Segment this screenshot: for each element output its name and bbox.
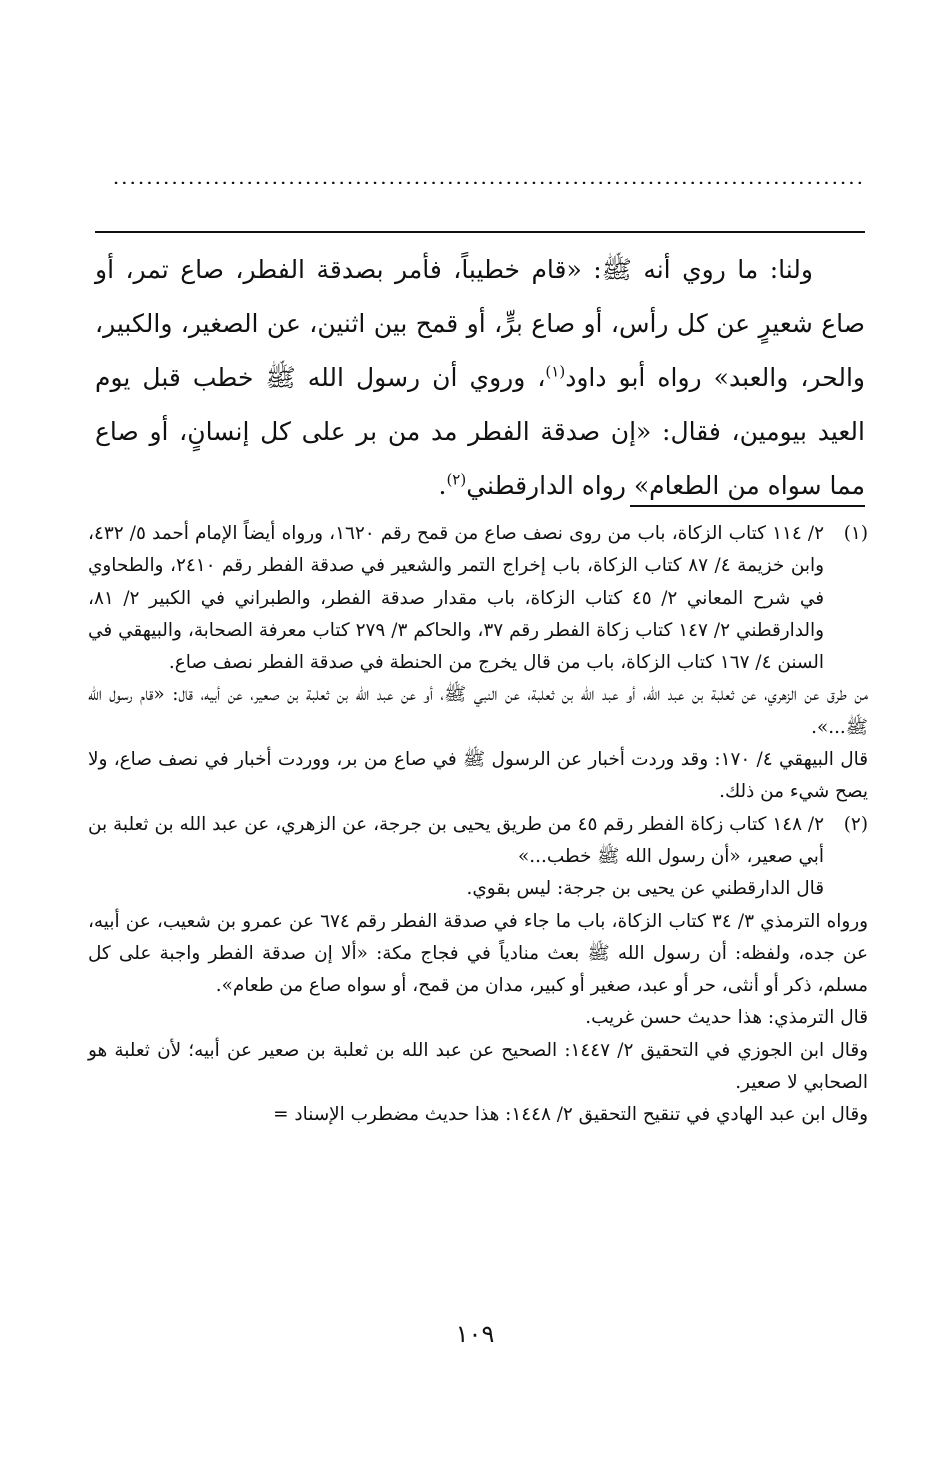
footnote-2-line: وقال ابن الجوزي في التحقيق ٢/ ١٤٤٧: الصحيح عن عبد الله بن ثعلبة بن صعير عن أبيه؛ لأن ثعلبة هو الصحابي لا صعير. [88, 1039, 868, 1094]
footnote-1-line: من طرق عن الزهري، عن ثعلبة بن عبد الله، أو عبد الله بن ثعلبة، عن النبي ﷺ، أو عن عبد الله بن ثعلبة بن صعير، عن أبيه، قال: «قام رسول الله ﷺ...». [88, 684, 868, 738]
footnotes [88, 518, 868, 1132]
main-text-part-2: ، وروي أن رسول الله ﷺ خطب قبل يوم العيد بيومين، فقال: «إن صدقة الفطر مد من بر على كل إنسانٍ، أو صاع مما سواه من الطعام» رواه الدارقطني [95, 363, 865, 500]
dotted-separator: .......................................................................................... [112, 170, 865, 184]
footnote-2 [88, 809, 868, 1132]
top-rule [95, 231, 865, 233]
footnote-2-line: ورواه الترمذي ٣/ ٣٤ كتاب الزكاة، باب ما جاء في صدقة الفطر رقم ٦٧٤ عن عمرو بن شعيب، عن أبيه، عن جده، ولفظه: أن رسول الله ﷺ بعث منادياً في فجاج مكة: «ألا إن صدقة الفطر واجبة على كل مسلم، ذكر أو أنثى، حر أو عبد، صغير أو كبير، مدان من قمح، أو سواه صاع من طعام». [88, 910, 869, 997]
footnote-rule [630, 505, 865, 507]
main-paragraph [95, 243, 865, 513]
footnote-1-line: قال البيهقي ٤/ ١٧٠: وقد وردت أخبار عن الرسول ﷺ في صاع من بر، ووردت أخبار في نصف صاع، ولا يصح شيء من ذلك. [88, 749, 868, 803]
footnote-ref-1[interactable]: (١) [545, 362, 566, 381]
footnote-1-line: ٢/ ١١٤ كتاب الزكاة، باب من روى نصف صاع من قمح رقم ١٦٢٠، ورواه أيضاً الإمام أحمد ٥/ ٤٣٢، وابن خزيمة ٤/ ٨٧ كتاب الزكاة، باب إخراج التمر والشعير في صدقة الفطر رقم ٢٤١٠، والطحاوي في شرح المعاني ٢/ ٤٥ كتاب الزكاة، باب مقدار صدقة الفطر، والطبراني في الكبير ٢/ ٨١، والدارقطني ٢/ ١٤٧ كتاب زكاة الفطر رقم ٣٧، والحاكم ٣/ ٢٧٩ كتاب معرفة الصحابة، والبيهقي في السنن ٤/ ١٦٧ كتاب الزكاة، باب من قال يخرج من الحنطة في صدقة الفطر نصف صاع. [88, 523, 825, 674]
footnote-2-line: ٢/ ١٤٨ كتاب زكاة الفطر رقم ٤٥ من طريق يحيى بن جرجة، عن الزهري، عن عبد الله بن ثعلبة بن أبي صعير، «أن رسول الله ﷺ خطب...» [88, 813, 824, 867]
footnote-2-line: قال الدارقطني عن يحيى بن جرجة: ليس بقوي. [466, 878, 824, 900]
footnote-2-line: وقال ابن عبد الهادي في تنقيح التحقيق ٢/ ١٤٤٨: هذا حديث مضطرب الإسناد = [273, 1104, 868, 1126]
footnote-2-body [88, 809, 869, 1132]
footnote-1-body [88, 518, 868, 809]
footnote-1-number: (١) [843, 523, 868, 544]
page-number: ١٠٩ [455, 1320, 495, 1348]
footnote-2-number: (٢) [843, 813, 868, 835]
footnote-2-line: قال الترمذي: هذا حديث حسن غريب. [585, 1007, 868, 1029]
main-text [95, 243, 865, 513]
footnote-1 [88, 518, 868, 809]
main-text-part-1: ولنا: ما روي أنه ﷺ: «قام خطيباً، فأمر بصدقة الفطر، صاع تمر، أو صاع شعيرٍ عن كل رأس، أو صاع برٍّ، أو قمح بين اثنين، عن الصغير، والكبير، والحر، والعبد» رواه أبو داود [95, 255, 865, 392]
footnote-ref-2[interactable]: (٢) [446, 470, 467, 489]
main-text-part-3: . [438, 471, 447, 500]
